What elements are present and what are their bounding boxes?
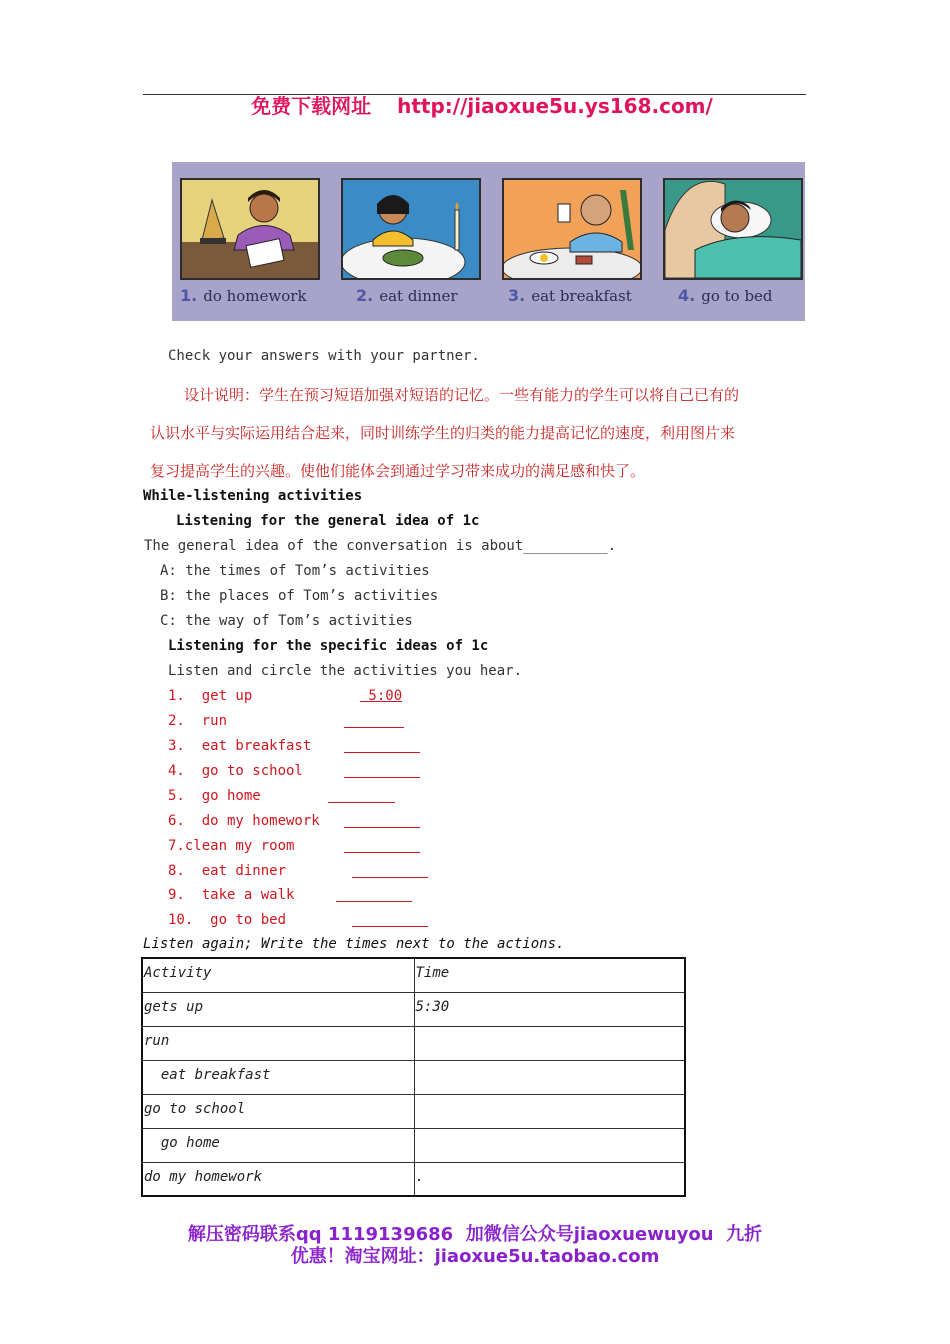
activity-blank[interactable] bbox=[344, 838, 420, 853]
activity-item: 2. run bbox=[168, 713, 228, 729]
caption-2 bbox=[356, 286, 458, 305]
caption-text: go to bed bbox=[701, 287, 773, 305]
page-header bbox=[0, 66, 950, 119]
footer-line-1: 解压密码联系qq 1119139686 加微信公众号jiaoxuewuyou 九折 bbox=[187, 1224, 763, 1245]
time-cell[interactable] bbox=[414, 1060, 685, 1094]
activity-blank[interactable] bbox=[344, 763, 420, 778]
activity-item: 3. eat breakfast bbox=[168, 738, 312, 754]
caption-text: do homework bbox=[203, 287, 307, 305]
time-cell[interactable] bbox=[414, 1128, 685, 1162]
activity-cell: gets up bbox=[142, 992, 414, 1026]
general-idea-heading: Listening for the general idea of 1c bbox=[176, 513, 480, 529]
while-listening-heading: While-listening activities bbox=[143, 488, 363, 504]
activity-blank[interactable] bbox=[344, 713, 404, 728]
activity-item: 8. eat dinner bbox=[168, 863, 287, 879]
caption-text: eat breakfast bbox=[531, 287, 632, 305]
activity-blank[interactable] bbox=[328, 788, 395, 803]
check-instruction: Check your answers with your partner. bbox=[168, 348, 480, 364]
header-activity: Activity bbox=[142, 958, 414, 992]
time-cell[interactable]: 5:30 bbox=[414, 992, 685, 1026]
time-cell[interactable]: . bbox=[414, 1162, 685, 1196]
table-row bbox=[142, 1094, 685, 1128]
activity-cell: run bbox=[142, 1026, 414, 1060]
bedtime-illustration bbox=[663, 178, 803, 280]
times-instruction: Listen again; Write the times next to the actions. bbox=[143, 936, 565, 952]
site-url-link[interactable]: http://jiaoxue5u.ys168.com/ bbox=[397, 94, 713, 118]
activity-item: 9. take a walk bbox=[168, 887, 295, 903]
caption-number: 3. bbox=[508, 286, 526, 305]
footer-line-2: 优惠！淘宝网址：jiaoxue5u.taobao.com bbox=[290, 1246, 660, 1267]
breakfast-illustration bbox=[502, 178, 642, 280]
table-row bbox=[142, 1128, 685, 1162]
caption-3 bbox=[508, 286, 632, 305]
activity-item: 5. go home bbox=[168, 788, 261, 804]
circle-instruction: Listen and circle the activities you hear. bbox=[168, 663, 523, 679]
option-c: C: the way of Tom’s activities bbox=[160, 613, 413, 629]
activity-answer[interactable]: 5:00 bbox=[360, 688, 403, 704]
activity-item: 10. go to bed bbox=[168, 912, 287, 928]
table-row bbox=[142, 1162, 685, 1196]
activity-blank[interactable] bbox=[352, 863, 428, 878]
site-name: 免费下载网址 bbox=[251, 94, 372, 118]
activity-blank[interactable] bbox=[336, 887, 412, 902]
caption-number: 1. bbox=[180, 286, 198, 305]
header-divider bbox=[143, 94, 806, 95]
table-header-row bbox=[142, 958, 685, 992]
design-note-line-3: 复习提高学生的兴趣。使他们能体会到通过学习带来成功的满足感和快了。 bbox=[150, 462, 646, 480]
caption-1 bbox=[180, 286, 307, 305]
homework-illustration bbox=[180, 178, 320, 280]
general-idea-question: The general idea of the conversation is about__________. bbox=[144, 538, 617, 554]
activity-blank[interactable] bbox=[352, 912, 428, 927]
option-a: A: the times of Tom’s activities bbox=[160, 563, 430, 579]
caption-number: 4. bbox=[678, 286, 696, 305]
caption-number: 2. bbox=[356, 286, 374, 305]
activity-blank[interactable] bbox=[344, 813, 420, 828]
time-cell[interactable] bbox=[414, 1026, 685, 1060]
specific-ideas-heading: Listening for the specific ideas of 1c bbox=[168, 638, 489, 654]
design-note-line-1: 设计说明：学生在预习短语加强对短语的记忆。一些有能力的学生可以将自己已有的 bbox=[184, 386, 740, 404]
activity-cell: go to school bbox=[142, 1094, 414, 1128]
time-cell[interactable] bbox=[414, 1094, 685, 1128]
design-note-line-2: 认识水平与实际运用结合起来，同时训练学生的归类的能力提高记忆的速度，利用图片来 bbox=[150, 424, 736, 442]
activity-item: 4. go to school bbox=[168, 763, 303, 779]
caption-4 bbox=[678, 286, 773, 305]
table-row bbox=[142, 992, 685, 1026]
caption-text: eat dinner bbox=[379, 287, 458, 305]
activity-cell: do my homework bbox=[142, 1162, 414, 1196]
activity-cell: go home bbox=[142, 1128, 414, 1162]
activity-blank[interactable] bbox=[344, 738, 420, 753]
table-row bbox=[142, 1060, 685, 1094]
activity-time-table bbox=[141, 957, 686, 1197]
option-b: B: the places of Tom’s activities bbox=[160, 588, 439, 604]
activity-item: 1. get up bbox=[168, 688, 253, 704]
activity-cell: eat breakfast bbox=[142, 1060, 414, 1094]
activity-item: 7.clean my room bbox=[168, 838, 295, 854]
activities-illustration bbox=[172, 162, 805, 321]
activity-item: 6. do my homework bbox=[168, 813, 320, 829]
table-row bbox=[142, 1026, 685, 1060]
header-time: Time bbox=[414, 958, 685, 992]
dinner-illustration bbox=[341, 178, 481, 280]
